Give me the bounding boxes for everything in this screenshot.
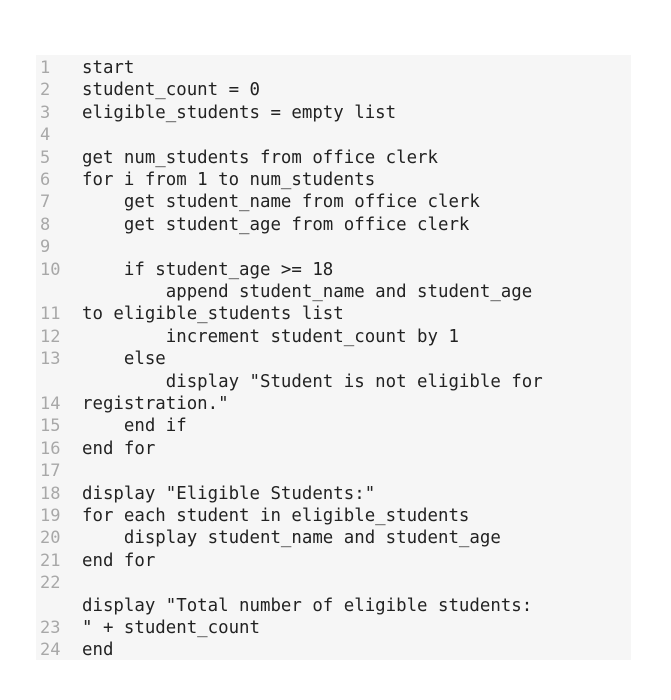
code-text: display "Eligible Students:" <box>82 483 376 504</box>
line-number: 19 <box>40 506 61 526</box>
code-line-24 <box>36 639 631 661</box>
code-line-23-wrap <box>36 595 631 617</box>
code-line-11 <box>36 303 631 325</box>
code-line-6 <box>36 169 631 191</box>
line-number: 18 <box>40 483 61 504</box>
line-number: 6 <box>40 170 51 190</box>
code-text: get student_name from office clerk <box>82 192 480 213</box>
line-number: 20 <box>40 528 61 549</box>
code-line-17 <box>36 460 631 482</box>
line-number: 7 <box>40 192 51 213</box>
code-line-23 <box>36 617 631 639</box>
code-line-21 <box>36 550 631 572</box>
line-number: 24 <box>40 640 61 661</box>
code-line-8 <box>36 214 631 236</box>
line-number: 14 <box>40 394 61 414</box>
code-text: else <box>82 349 166 370</box>
code-line-19 <box>36 505 631 527</box>
code-text: " + student_count <box>82 618 260 638</box>
line-number: 9 <box>40 237 51 258</box>
code-text: append student_name and student_age <box>82 282 533 302</box>
line-number: 4 <box>40 125 51 146</box>
code-line-14 <box>36 393 631 415</box>
code-line-1 <box>36 57 631 79</box>
line-number: 2 <box>40 80 51 101</box>
code-text: start <box>82 58 135 78</box>
code-text: get num_students from office clerk <box>82 147 438 168</box>
code-line-7 <box>36 191 631 213</box>
line-number: 11 <box>40 304 61 325</box>
code-text: display "Total number of eligible students: <box>82 595 533 616</box>
code-text: registration." <box>82 394 229 414</box>
code-text: eligible_students = empty list <box>82 102 397 123</box>
code-line-15 <box>36 415 631 437</box>
code-text: end if <box>82 416 187 437</box>
code-text: for i from 1 to num_students <box>82 170 376 190</box>
code-text: get student_age from office clerk <box>82 214 470 235</box>
code-text: display "Student is not eligible for <box>82 371 543 392</box>
line-number: 13 <box>40 349 61 370</box>
code-text: end for <box>82 438 156 459</box>
code-text: student_count = 0 <box>82 80 260 101</box>
line-number: 5 <box>40 147 51 168</box>
code-line-2 <box>36 79 631 101</box>
code-text: end for <box>82 550 156 571</box>
code-text: for each student in eligible_students <box>82 506 470 526</box>
line-number: 10 <box>40 259 61 280</box>
code-line-10 <box>36 259 631 281</box>
code-line-18 <box>36 483 631 505</box>
code-line-5 <box>36 147 631 169</box>
code-text: if student_age >= 18 <box>82 259 334 280</box>
code-line-13 <box>36 348 631 370</box>
code-line-20 <box>36 527 631 549</box>
code-line-16 <box>36 438 631 460</box>
code-line-14-wrap <box>36 371 631 393</box>
code-line-9 <box>36 236 631 258</box>
line-number: 16 <box>40 438 61 459</box>
code-block <box>36 55 631 660</box>
line-number: 12 <box>40 326 61 347</box>
line-number: 22 <box>40 573 61 594</box>
line-number: 3 <box>40 102 51 123</box>
line-number: 23 <box>40 618 61 638</box>
code-line-4 <box>36 124 631 146</box>
line-number: 8 <box>40 214 51 235</box>
code-text: display student_name and student_age <box>82 528 501 549</box>
line-number: 21 <box>40 550 61 571</box>
line-number: 1 <box>40 58 51 78</box>
code-line-10-wrap <box>36 281 631 303</box>
code-line-12 <box>36 326 631 348</box>
code-text: end <box>82 640 114 661</box>
code-text: increment student_count by 1 <box>82 326 459 347</box>
code-line-22 <box>36 572 631 594</box>
line-number: 17 <box>40 461 61 482</box>
code-line-3 <box>36 102 631 124</box>
line-number: 15 <box>40 416 61 437</box>
code-text: to eligible_students list <box>82 304 344 325</box>
